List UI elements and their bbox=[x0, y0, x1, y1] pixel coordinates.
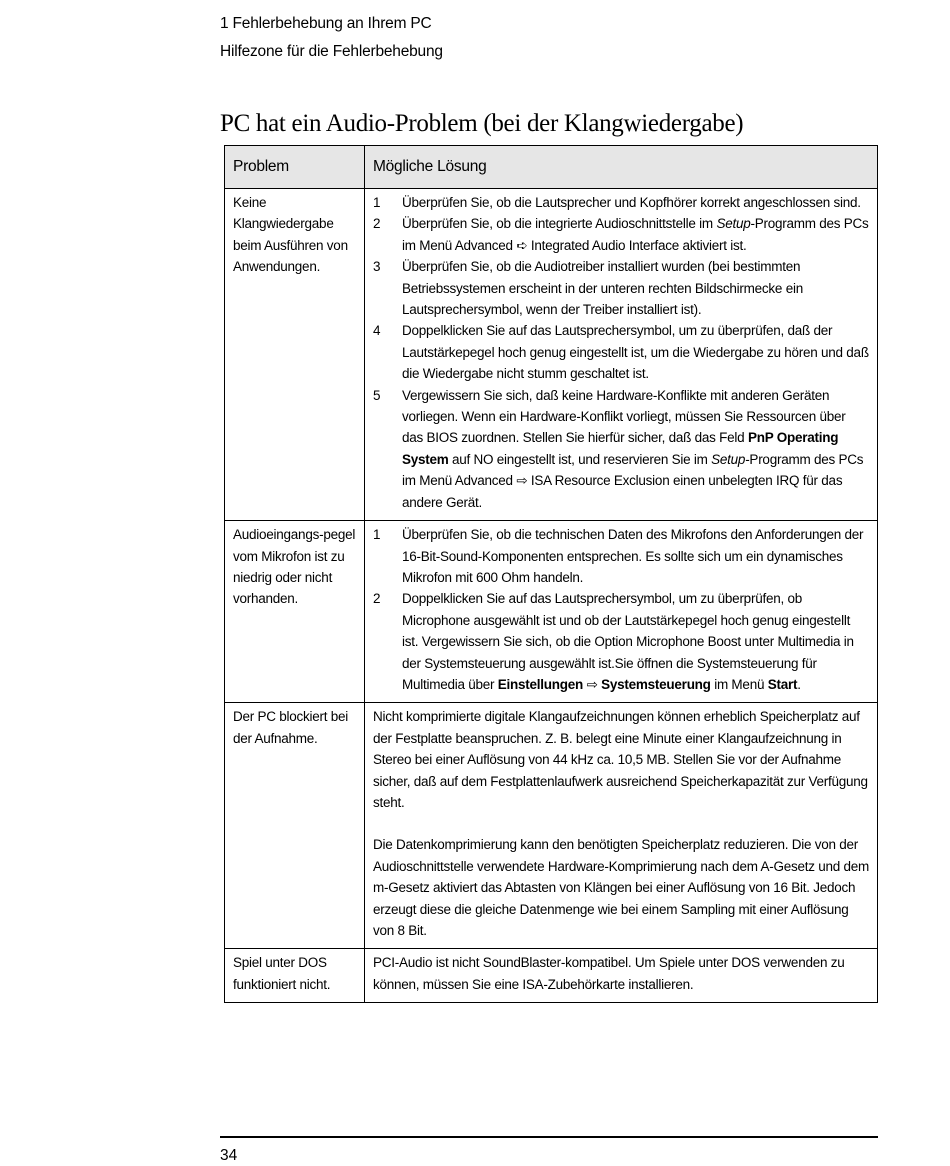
solution-cell bbox=[365, 949, 878, 1003]
step-number: 2 bbox=[373, 216, 381, 232]
footer-rule bbox=[220, 1136, 878, 1138]
step-number: 1 bbox=[373, 195, 381, 210]
step-number: 3 bbox=[373, 259, 381, 275]
solution-step bbox=[373, 192, 869, 213]
table-row bbox=[225, 703, 878, 949]
text-run: Überprüfen Sie, ob die Audiotreiber installiert wurden (bei bestimmten Betriebssystemen erscheint in der unteren rechten Bildschirmecke ein Lautsprechersymbol, wenn der Treiber installiert ist). bbox=[402, 259, 803, 318]
text-run: Überprüfen Sie, ob die technischen Daten des Mikrofons den Anforderungen der 16-Bit-Sound-Komponenten entsprechen. Es sollte sich um ein dynamisches Mikrofon mit 600 Ohm handeln. bbox=[402, 527, 864, 585]
solution-paragraph: Nicht komprimierte digitale Klangaufzeichnungen können erheblich Speicherplatz auf der Festplatte beanspruchen. Z. B. belegt eine Minute einer Klangaufzeichnung in Stereo bei einer Auflösung von 44 kHz ca. 10,5 MB. Stellen Sie vor der Aufnahme sicher, daß auf dem Festplattenlaufwerk ausreichend Speicherkapazität zur Verfügung steht. bbox=[373, 709, 868, 810]
page-title: PC hat ein Audio-Problem (bei der Klangwiedergabe) bbox=[220, 110, 744, 137]
table-row bbox=[225, 189, 878, 521]
text-run: Doppelklicken Sie auf das Lautsprechersymbol, um zu überprüfen, ob Microphone ausgewählt ist und ob der Lautstärkepegel hoch genug eingestellt ist. Vergewissern Sie sich, ob die Option Microphone Boost unter Multimedia in der Systemsteuerung ausgewählt ist.Sie öffnen die Systemsteuerung für Multimedia über bbox=[402, 591, 854, 692]
problem-cell: Audioeingangs-pegel vom Mikrofon ist zu niedrig oder nicht vorhanden. bbox=[225, 521, 365, 703]
text-run: auf NO eingestellt ist, und reservieren Sie im bbox=[448, 451, 712, 467]
step-text bbox=[402, 192, 869, 213]
step-text bbox=[402, 385, 869, 513]
step-number: 2 bbox=[373, 591, 381, 607]
bold-term: Start bbox=[767, 676, 798, 692]
troubleshooting-table bbox=[224, 145, 878, 1003]
solution-step bbox=[373, 385, 869, 513]
step-text bbox=[402, 320, 869, 384]
solution-paragraph: PCI-Audio ist nicht SoundBlaster-kompatibel. Um Spiele unter DOS verwenden zu können, müssen Sie eine ISA-Zubehörkarte installieren. bbox=[373, 955, 845, 992]
step-text bbox=[402, 524, 869, 588]
column-header-solution: Mögliche Lösung bbox=[365, 146, 878, 189]
text-run: im Menü bbox=[710, 676, 768, 692]
section-header: Hilfezone für die Fehlerbehebung bbox=[220, 43, 443, 60]
text-run: -Programm des PCs im Menü Advanced ➪ Integrated Audio Interface aktiviert ist. bbox=[402, 216, 869, 253]
solution-steps bbox=[373, 192, 869, 513]
problem-cell: Keine Klangwiedergabe beim Ausführen von Anwendungen. bbox=[225, 189, 365, 521]
step-text bbox=[402, 256, 869, 320]
bold-term: PnP Operating System bbox=[402, 430, 839, 467]
text-run: Überprüfen Sie, ob die integrierte Audioschnittstelle im bbox=[402, 216, 717, 232]
solution-step bbox=[373, 213, 869, 256]
italic-term: Setup bbox=[716, 216, 751, 232]
solution-step bbox=[373, 524, 869, 588]
text-run: -Programm des PCs im Menü Advanced ⇨ ISA Resource Exclusion einen unbelegten IRQ für das andere Gerät. bbox=[402, 451, 864, 510]
table-header-row bbox=[225, 146, 878, 189]
text-run: Doppelklicken Sie auf das Lautsprechersymbol, um zu überprüfen, daß der Lautstärkepegel hoch genug eingestellt ist, um die Wiedergabe zu hören und daß die Wiedergabe nicht stumm geschaltet ist. bbox=[402, 323, 869, 382]
problem-cell: Spiel unter DOS funktioniert nicht. bbox=[225, 949, 365, 1003]
chapter-header: 1 Fehlerbehebung an Ihrem PC bbox=[220, 15, 432, 32]
step-text bbox=[402, 213, 869, 256]
bold-term: Einstellungen bbox=[497, 676, 584, 692]
table-row bbox=[225, 949, 878, 1003]
page-number: 34 bbox=[220, 1147, 238, 1164]
column-header-problem: Problem bbox=[225, 146, 365, 189]
solution-step bbox=[373, 320, 869, 384]
text-run: Überprüfen Sie, ob die Lautsprecher und Kopfhörer korrekt angeschlossen sind. bbox=[402, 195, 861, 210]
text-run: Vergewissern Sie sich, daß keine Hardware-Konflikte mit anderen Geräten vorliegen. Wenn ein Hardware-Konflikt vorliegt, müssen Sie Ressourcen über das BIOS zuordnen. Stellen Sie hierfür sicher, daß das Feld bbox=[402, 387, 846, 446]
solution-cell bbox=[365, 521, 878, 703]
solution-step bbox=[373, 256, 869, 320]
solution-cell bbox=[365, 703, 878, 949]
step-number: 1 bbox=[373, 527, 381, 543]
table-row bbox=[225, 521, 878, 703]
problem-cell: Der PC blockiert bei der Aufnahme. bbox=[225, 703, 365, 949]
step-text bbox=[402, 588, 869, 695]
step-number: 4 bbox=[373, 323, 381, 339]
step-number: 5 bbox=[373, 387, 381, 403]
solution-step bbox=[373, 588, 869, 695]
solution-cell bbox=[365, 189, 878, 521]
italic-term: Setup bbox=[711, 451, 746, 467]
solution-paragraph: Die Datenkomprimierung kann den benötigten Speicherplatz reduzieren. Die von der Audioschnittstelle verwendete Hardware-Komprimierung nach dem A-Gesetz und dem m-Gesetz aktiviert das Abtasten von Klängen bei einer Auflösung von 16 Bit. Jedoch erzeugt diese die gleiche Datenmenge wie bei einem Sampling mit einer Auflösung von 8 Bit. bbox=[373, 837, 870, 938]
text-run: ⇨ bbox=[583, 676, 602, 692]
bold-term: Systemsteuerung bbox=[601, 676, 711, 692]
solution-steps bbox=[373, 524, 869, 695]
text-run: . bbox=[797, 676, 801, 692]
